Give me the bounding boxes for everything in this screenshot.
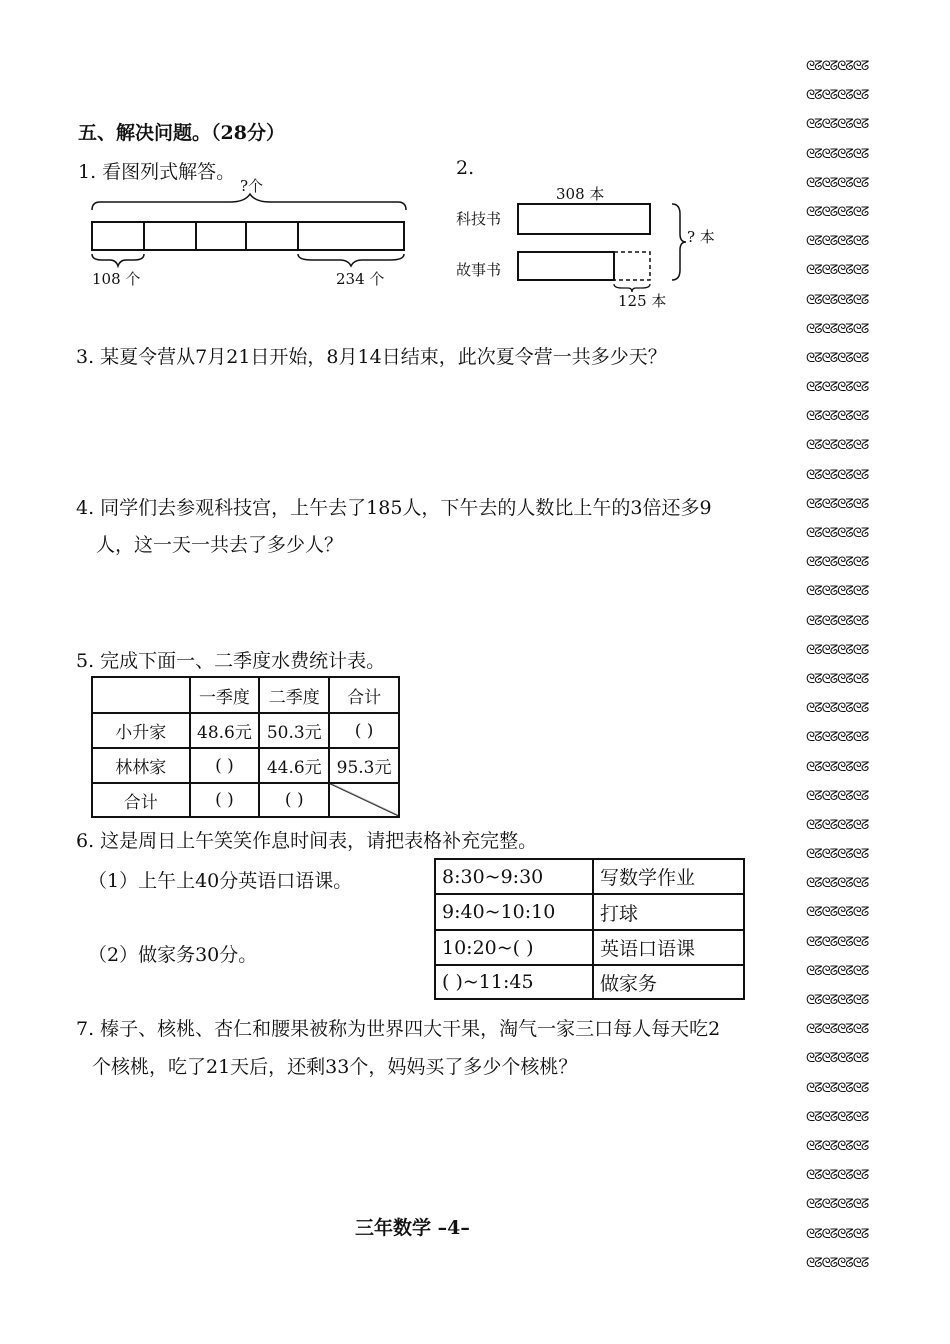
table-cell: 英语口语课: [593, 930, 744, 965]
border-pattern-row: ᘓᘔᘓᘔᘓᘔᘓᘔ: [806, 1109, 869, 1125]
border-pattern-row: ᘓᘔᘓᘔᘓᘔᘓᘔ: [806, 59, 869, 74]
schedule-table: [434, 858, 745, 1000]
border-pattern-row: ᘓᘔᘓᘔᘓᘔᘓᘔ: [806, 613, 869, 629]
border-pattern-row: ᘓᘔᘓᘔᘓᘔᘓᘔ: [806, 204, 869, 220]
table-cell: 做家务: [593, 965, 744, 999]
table-cell: 林林家: [92, 748, 190, 783]
table-header-row: [92, 677, 399, 713]
table-cell: 44.6元: [259, 748, 329, 783]
table-row: [92, 748, 399, 783]
table-cell: ( ): [329, 713, 399, 748]
border-pattern-row: ᘓᘔᘓᘔᘓᘔᘓᘔ: [806, 234, 869, 250]
table-cell: 10:20~( ): [435, 930, 593, 965]
table-header: 合计: [329, 677, 399, 713]
q2-total-label: ? 本: [687, 228, 715, 246]
q1-left-label: 108 个: [92, 270, 141, 288]
border-pattern-row: ᘓᘔᘓᘔᘓᘔᘓᘔ: [806, 788, 869, 804]
border-pattern-row: ᘓᘔᘓᘔᘓᘔᘓᘔ: [806, 993, 869, 1008]
table-cell: 合计: [92, 783, 190, 817]
q6-sub1: （1）上午上40分英语口语课。: [88, 870, 353, 892]
border-pattern-row: ᘓᘔᘓᘔᘓᘔᘓᘔ: [806, 963, 869, 979]
q2-row2-label: 故事书: [456, 261, 502, 279]
section-title: 五、解决问题。（28分）: [78, 122, 285, 144]
q2-row1-label: 科技书: [456, 210, 502, 228]
border-pattern-row: ᘓᘔᘓᘔᘓᘔᘓᘔ: [806, 1138, 869, 1154]
border-pattern-row: ᘓᘔᘓᘔᘓᘔᘓᘔ: [806, 584, 869, 600]
border-pattern-row: ᘓᘔᘓᘔᘓᘔᘓᘔ: [806, 350, 869, 366]
table-cell: ( ): [190, 783, 260, 817]
border-pattern-row: ᘓᘔᘓᘔᘓᘔᘓᘔ: [806, 380, 869, 396]
table-cell: 50.3元: [259, 713, 329, 748]
table-header: 一季度: [190, 677, 260, 713]
border-pattern-row: ᘓᘔᘓᘔᘓᘔᘓᘔ: [806, 1197, 869, 1213]
border-pattern-row: ᘓᘔᘓᘔᘓᘔᘓᘔ: [806, 759, 869, 775]
table-cell: 48.6元: [190, 713, 260, 748]
border-pattern-row: ᘓᘔᘓᘔᘓᘔᘓᘔ: [806, 321, 869, 337]
border-pattern-row: ᘓᘔᘓᘔᘓᘔᘓᘔ: [806, 409, 869, 425]
q1-total-label: ?个: [240, 177, 264, 195]
border-pattern-row: ᘓᘔᘓᘔᘓᘔᘓᘔ: [806, 642, 869, 658]
border-pattern-row: ᘓᘔᘓᘔᘓᘔᘓᘔ: [806, 1168, 869, 1184]
q5-label: 5. 完成下面一、二季度水费统计表。: [76, 650, 386, 672]
border-pattern-row: ᘓᘔᘓᘔᘓᘔᘓᘔ: [806, 467, 869, 483]
q2-diagram: [510, 198, 730, 298]
border-pattern-row: ᘓᘔᘓᘔᘓᘔᘓᘔ: [806, 1255, 869, 1271]
border-pattern-row: ᘓᘔᘓᘔᘓᘔᘓᘔ: [806, 1051, 869, 1067]
border-pattern-row: ᘓᘔᘓᘔᘓᘔᘓᘔ: [806, 1022, 869, 1038]
border-pattern-row: ᘓᘔᘓᘔᘓᘔᘓᘔ: [806, 817, 869, 833]
border-pattern-row: ᘓᘔᘓᘔᘓᘔᘓᘔ: [806, 730, 869, 746]
border-pattern-row: ᘓᘔᘓᘔᘓᘔᘓᘔ: [806, 496, 869, 512]
border-pattern-row: ᘓᘔᘓᘔᘓᘔᘓᘔ: [806, 876, 869, 892]
table-cell: 写数学作业: [593, 859, 744, 894]
table-cell: 小升家: [92, 713, 190, 748]
border-pattern-row: ᘓᘔᘓᘔᘓᘔᘓᘔ: [806, 438, 869, 454]
page-footer: 三年数学 –4–: [355, 1217, 470, 1239]
q1-label: 1. 看图列式解答。: [78, 161, 236, 183]
table-row: [92, 713, 399, 748]
water-fee-table: [91, 676, 400, 818]
q3-text: 3. 某夏令营从7月21日开始，8月14日结束，此次夏令营一共多少天？: [76, 346, 667, 368]
table-row: [435, 965, 744, 999]
border-pattern-row: ᘓᘔᘓᘔᘓᘔᘓᘔ: [806, 1080, 869, 1096]
q7-line2: 个核桃，吃了21天后，还剩33个，妈妈买了多少个核桃？: [92, 1056, 578, 1078]
table-row: [92, 783, 399, 817]
border-pattern-row: ᘓᘔᘓᘔᘓᘔᘓᘔ: [806, 847, 869, 863]
border-pattern-row: ᘓᘔᘓᘔᘓᘔᘓᘔ: [806, 263, 869, 279]
table-cell: ( )~11:45: [435, 965, 593, 999]
q1-right-label: 234 个: [336, 270, 385, 288]
q6-label: 6. 这是周日上午笑笑作息时间表，请把表格补充完整。: [76, 830, 538, 852]
q6-sub2: （2）做家务30分。: [88, 944, 258, 966]
q2-diff-label: 125 本: [618, 292, 667, 310]
q1-diagram: [80, 190, 420, 270]
table-cell: ( ): [259, 783, 329, 817]
q4-line2: 人，这一天一共去了多少人？: [96, 534, 344, 556]
border-pattern-row: ᘓᘔᘓᘔᘓᘔᘓᘔ: [806, 905, 869, 921]
border-pattern-row: ᘓᘔᘓᘔᘓᘔᘓᘔ: [806, 88, 869, 104]
border-pattern-row: ᘓᘔᘓᘔᘓᘔᘓᘔ: [806, 1226, 869, 1242]
border-pattern-row: ᘓᘔᘓᘔᘓᘔᘓᘔ: [806, 146, 869, 162]
border-pattern-row: ᘓᘔᘓᘔᘓᘔᘓᘔ: [806, 934, 869, 950]
table-row: [435, 894, 744, 930]
border-pattern-row: ᘓᘔᘓᘔᘓᘔᘓᘔ: [806, 701, 869, 717]
table-cell: 9:40~10:10: [435, 894, 593, 930]
table-cell: 打球: [593, 894, 744, 930]
q7-line1: 7. 榛子、核桃、杏仁和腰果被称为世界四大干果，淘气一家三口每人每天吃2: [76, 1018, 721, 1040]
table-cell: [92, 677, 190, 713]
table-cell: 95.3元: [329, 748, 399, 783]
border-pattern-row: ᘓᘔᘓᘔᘓᘔᘓᘔ: [806, 671, 869, 687]
table-row: [435, 859, 744, 894]
border-pattern-row: ᘓᘔᘓᘔᘓᘔᘓᘔ: [806, 526, 869, 541]
table-header: 二季度: [259, 677, 329, 713]
border-pattern-row: ᘓᘔᘓᘔᘓᘔᘓᘔ: [806, 292, 869, 308]
q4-line1: 4. 同学们去参观科技宫，上午去了185人，下午去的人数比上午的3倍还多9: [76, 497, 712, 519]
table-cell: 8:30~9:30: [435, 859, 593, 894]
table-row: [435, 930, 744, 965]
table-cell-diagonal: [329, 783, 399, 817]
table-cell: ( ): [190, 748, 260, 783]
border-pattern-row: ᘓᘔᘓᘔᘓᘔᘓᘔ: [806, 117, 869, 133]
q2-label: 2.: [456, 157, 475, 179]
q2-row1-value: 308 本: [556, 185, 605, 203]
decorative-border: [806, 52, 916, 1278]
border-pattern-row: ᘓᘔᘓᘔᘓᘔᘓᘔ: [806, 555, 869, 571]
border-pattern-row: ᘓᘔᘓᘔᘓᘔᘓᘔ: [806, 175, 869, 191]
